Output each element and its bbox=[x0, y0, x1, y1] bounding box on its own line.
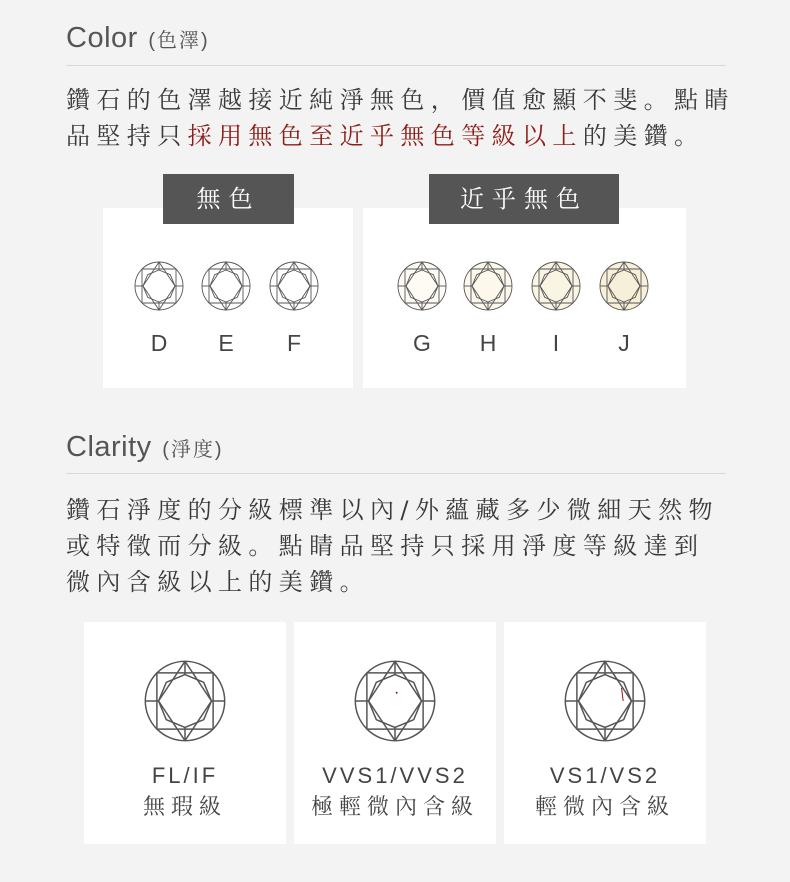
colorless-tab: 無色 bbox=[163, 174, 294, 224]
diamond-icon bbox=[133, 260, 185, 312]
diamond-icon bbox=[352, 658, 438, 744]
clarity-code-fl-if: FL/IF bbox=[151, 763, 219, 788]
clarity-desc-line1: 鑽石淨度的分級標準以內/外蘊藏多少微細天然物 bbox=[66, 496, 719, 524]
color-description bbox=[66, 82, 736, 154]
clarity-title-sub: (淨度) bbox=[162, 439, 224, 461]
clarity-name-vs: 輕微內含級 bbox=[534, 795, 675, 820]
clarity-divider bbox=[66, 473, 726, 474]
grade-label-g: G bbox=[413, 330, 431, 356]
grade-label-f: F bbox=[286, 330, 302, 356]
grade-label-i: I bbox=[552, 330, 560, 356]
clarity-heading bbox=[66, 431, 224, 464]
diamond-icon bbox=[562, 658, 648, 744]
clarity-desc-line2: 或特徵而分級。點睛品堅持只採用淨度等級達到 bbox=[66, 532, 705, 560]
color-title-sub: (色澤) bbox=[148, 30, 210, 52]
diamond-icon bbox=[268, 260, 320, 312]
clarity-desc-line3: 微內含級以上的美鑽。 bbox=[66, 568, 370, 596]
diamond-icon bbox=[200, 260, 252, 312]
diamond-icon bbox=[598, 260, 650, 312]
clarity-title: Clarity bbox=[66, 431, 152, 463]
color-title: Color bbox=[66, 22, 138, 54]
color-heading bbox=[66, 22, 210, 55]
diamond-icon bbox=[530, 260, 582, 312]
near-colorless-tab: 近乎無色 bbox=[429, 174, 619, 224]
clarity-code-vs: VS1/VS2 bbox=[549, 763, 661, 788]
grade-label-j: J bbox=[618, 330, 630, 356]
color-divider bbox=[66, 65, 726, 66]
clarity-code-vvs: VVS1/VVS2 bbox=[322, 763, 468, 788]
color-desc-line1: 鑽石的色澤越接近純淨無色，價值愈顯不斐。點睛 bbox=[66, 86, 735, 114]
color-desc-line2: 品堅持只採用無色至近乎無色等級以上的美鑽。 bbox=[66, 122, 705, 150]
clarity-description bbox=[66, 492, 736, 600]
clarity-name-fl-if: 無瑕級 bbox=[142, 795, 227, 820]
color-desc-highlight: 採用無色至近乎無色等級以上 bbox=[187, 122, 583, 150]
diamond-icon bbox=[142, 658, 228, 744]
grade-label-h: H bbox=[479, 330, 497, 356]
diamond-icon bbox=[396, 260, 448, 312]
grade-label-d: D bbox=[150, 330, 168, 356]
grade-label-e: E bbox=[218, 330, 234, 356]
clarity-name-vvs: 極輕微內含級 bbox=[310, 795, 479, 820]
diamond-icon bbox=[462, 260, 514, 312]
